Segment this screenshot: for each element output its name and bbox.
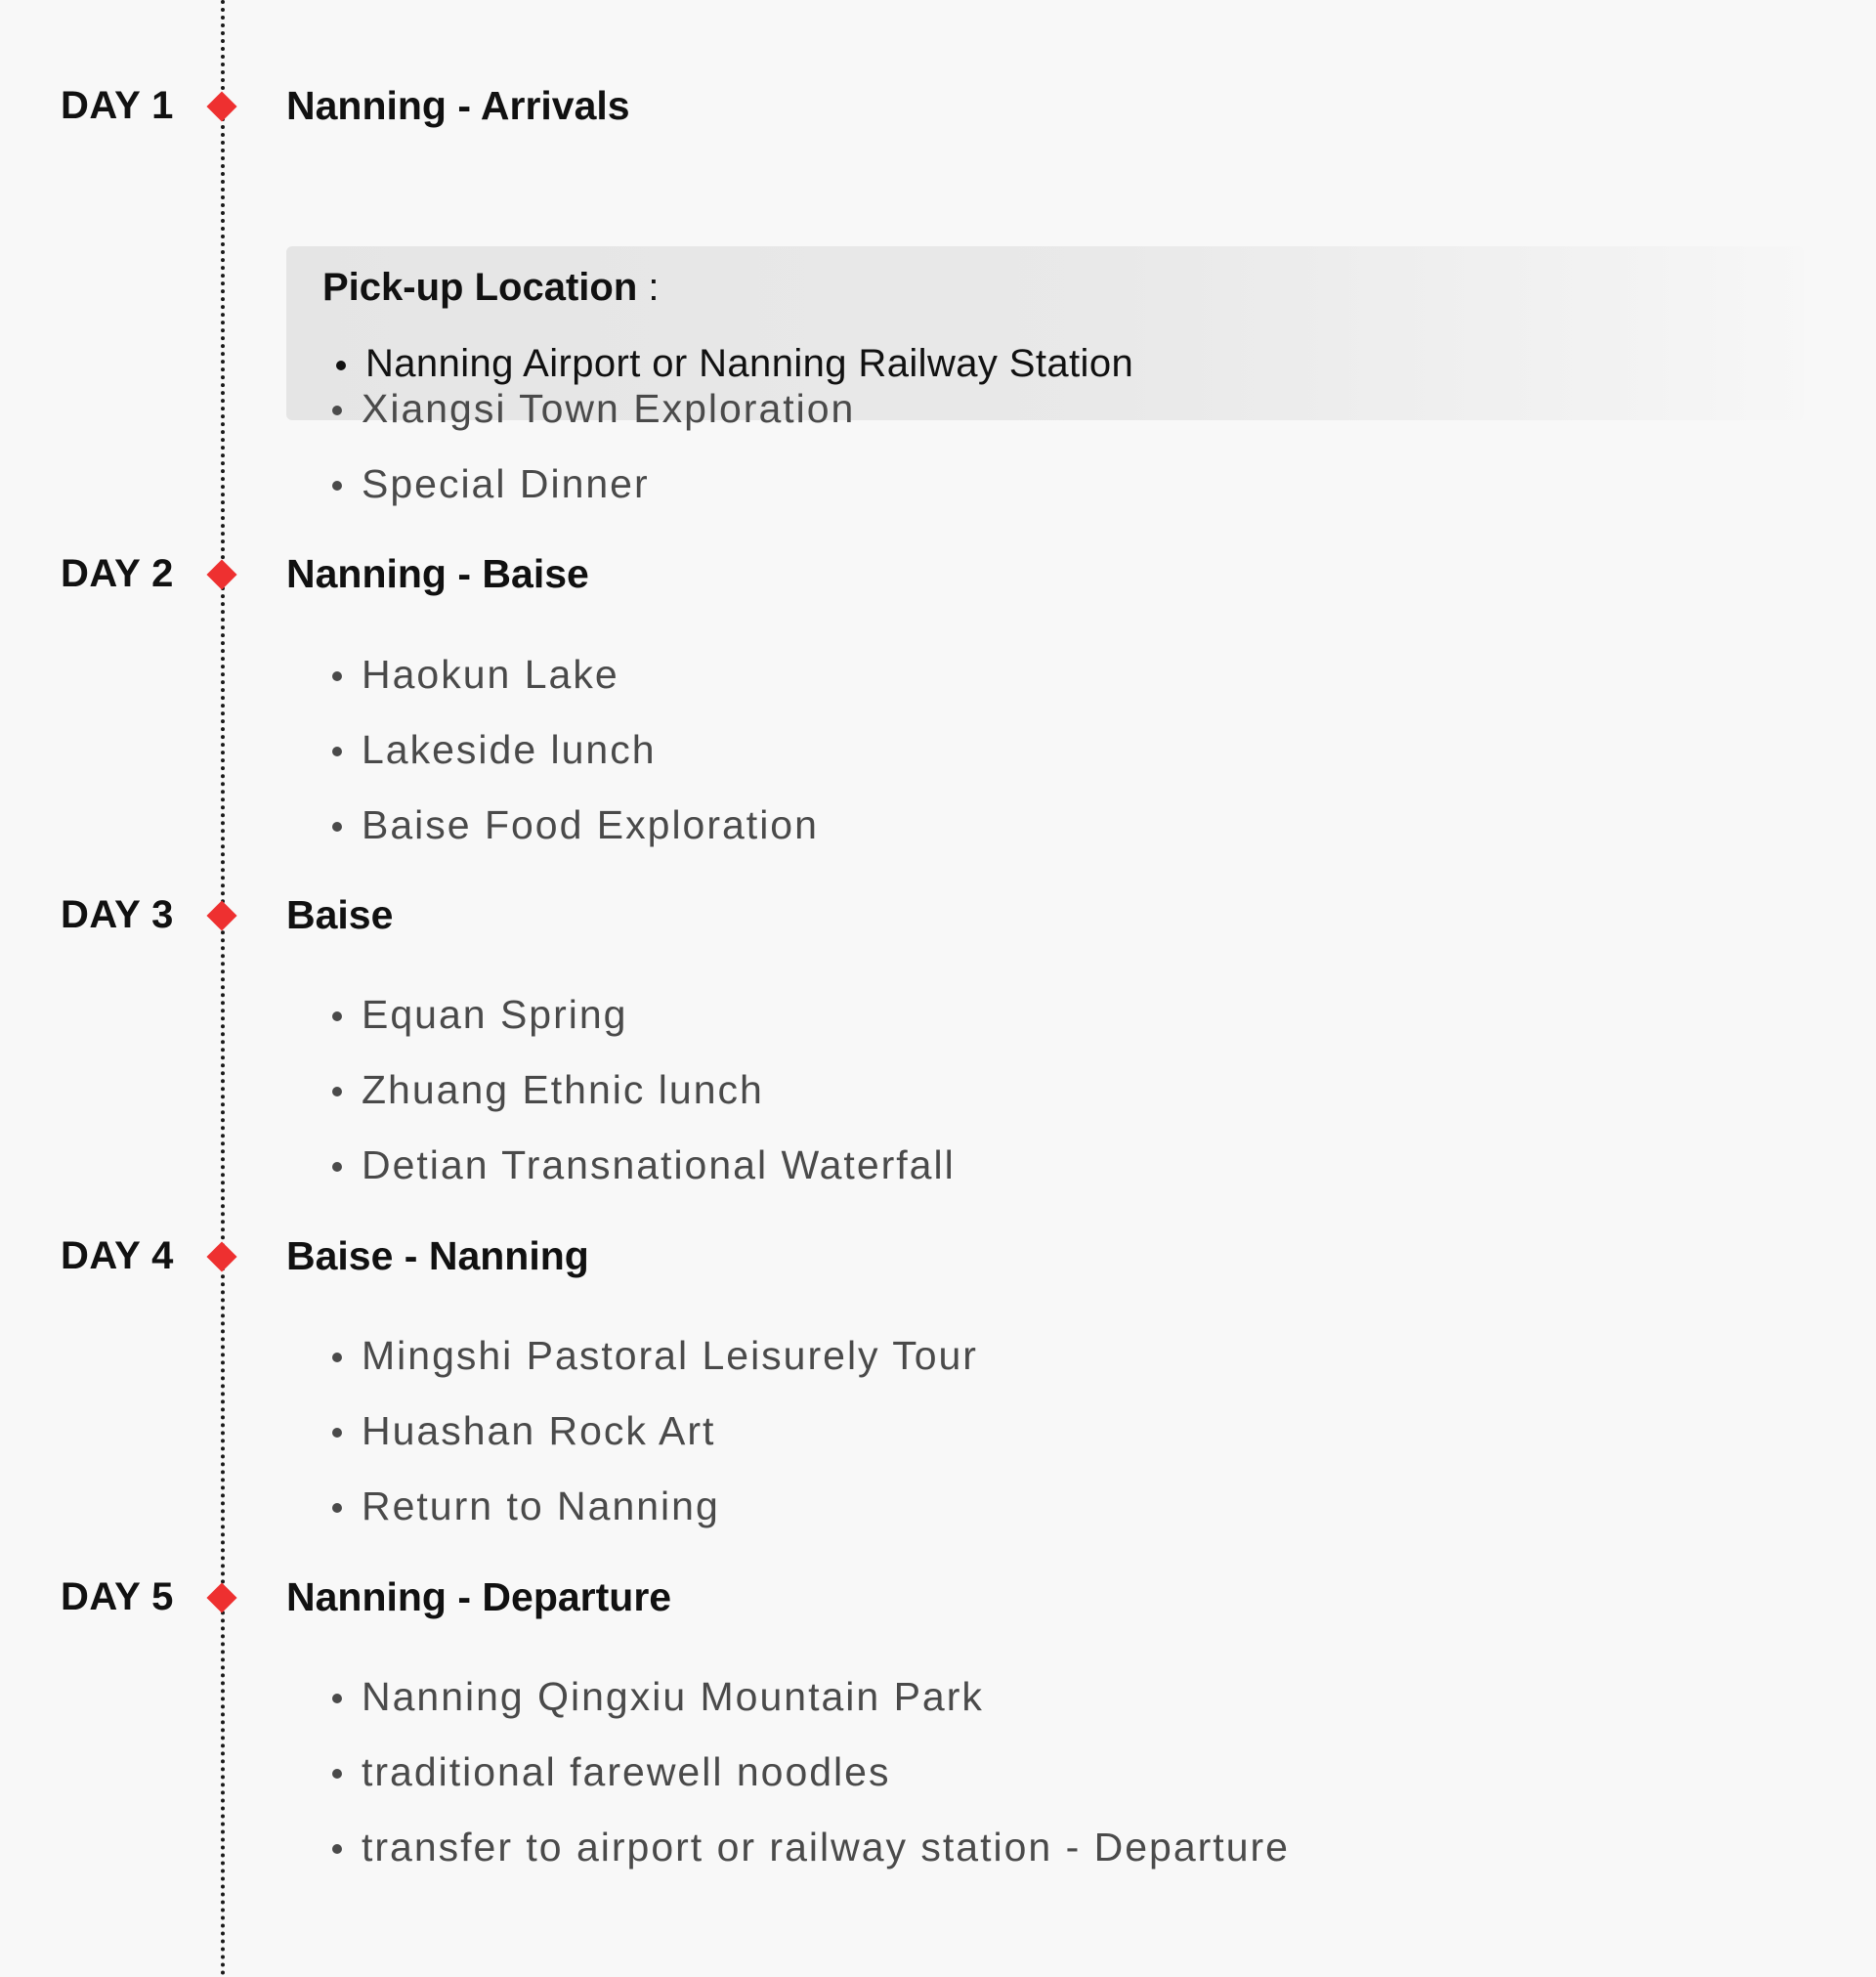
list-item: Mingshi Pastoral Leisurely Tour xyxy=(362,1333,978,1378)
timeline-dotted-line xyxy=(221,0,225,1977)
diamond-marker-icon xyxy=(206,1582,236,1612)
day-label: DAY 4 xyxy=(61,1234,174,1277)
list-item: Huashan Rock Art xyxy=(362,1408,716,1453)
diamond-marker-icon xyxy=(206,559,236,589)
list-item: Baise Food Exploration xyxy=(362,802,819,847)
list-item: Lakeside lunch xyxy=(362,727,657,772)
pickup-heading-label: Pick-up Location xyxy=(322,266,638,309)
list-item: Haokun Lake xyxy=(362,652,619,697)
list-item: Return to Nanning xyxy=(362,1483,720,1528)
day-title: Baise - Nanning xyxy=(286,1233,589,1278)
day-label: DAY 3 xyxy=(61,893,174,936)
day-title: Nanning - Baise xyxy=(286,551,589,596)
diamond-marker-icon xyxy=(206,900,236,930)
day-label: DAY 5 xyxy=(61,1575,174,1618)
day-title: Nanning - Arrivals xyxy=(286,83,630,128)
diamond-marker-icon xyxy=(206,91,236,121)
day-title: Nanning - Departure xyxy=(286,1574,672,1619)
day-label: DAY 1 xyxy=(61,84,174,127)
list-item: Zhuang Ethnic lunch xyxy=(362,1067,764,1112)
day-label: DAY 2 xyxy=(61,552,174,595)
pickup-location-item: Nanning Airport or Nanning Railway Station xyxy=(365,342,1134,385)
list-item: Equan Spring xyxy=(362,992,628,1037)
list-item: Detian Transnational Waterfall xyxy=(362,1142,956,1187)
list-item: traditional farewell noodles xyxy=(362,1749,891,1794)
pickup-heading-separator: : xyxy=(637,266,660,309)
diamond-marker-icon xyxy=(206,1241,236,1271)
list-item: Nanning Qingxiu Mountain Park xyxy=(362,1674,984,1719)
day-title: Baise xyxy=(286,892,394,937)
list-item: Special Dinner xyxy=(362,461,650,506)
list-item: transfer to airport or railway station - Departure xyxy=(362,1825,1290,1870)
pickup-heading xyxy=(322,264,659,311)
list-item: Xiangsi Town Exploration xyxy=(362,386,856,431)
